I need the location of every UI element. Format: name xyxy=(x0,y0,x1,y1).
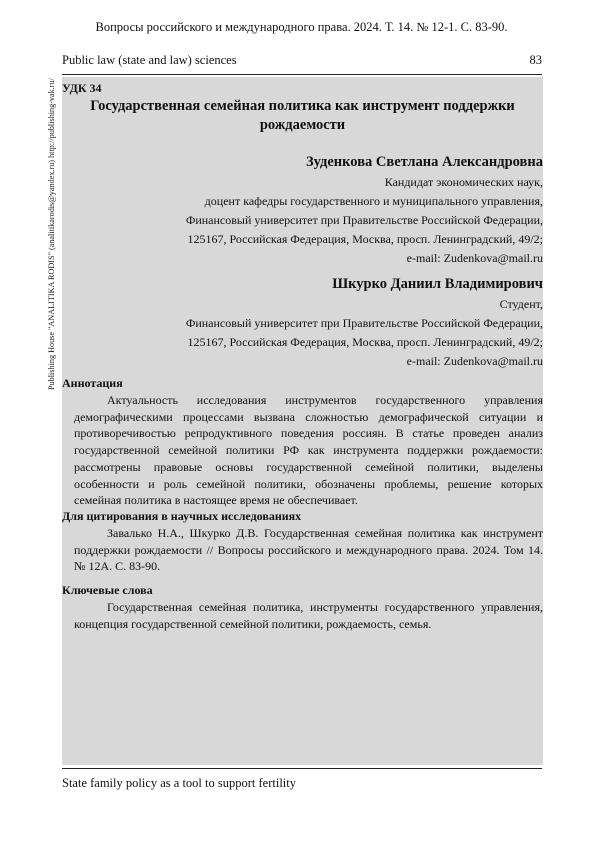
keywords-text: Государственная семейная политика, инструменты государственного управления, концепция государственной семейной политики, рождаемость, семья. xyxy=(74,600,543,631)
article-content-box xyxy=(62,77,543,765)
author-affiliation-line: доцент кафедры государственного и муниципального управления, xyxy=(204,194,543,208)
abstract-heading: Аннотация xyxy=(62,376,123,390)
top-rule xyxy=(62,74,542,75)
author-email[interactable]: e-mail: Zudenkova@mail.ru xyxy=(406,251,543,265)
keywords-section xyxy=(62,583,543,632)
abstract-text: Актуальность исследования инструментов государственного управления демографическими процессами вызвана сложностью демографической ситуации и противоречивостью репродуктивного поведения россиян. В статье проведен анализ государственной семейной политики РФ как инструмента поддержки рождаемости: рассмотрены правовые основы государственной семейной политики, выделены особенности и роль семейной политики, обозначены проблемы, решение которых семейная политика в настоящее время не обеспечивает. xyxy=(74,393,543,508)
citation-heading: Для цитирования в научных исследованиях xyxy=(62,509,302,523)
author-name: Шкурко Даниил Владимирович xyxy=(332,276,543,292)
running-head xyxy=(62,53,542,68)
article-title: Государственная семейная политика как инструмент поддержки рождаемости xyxy=(90,98,515,133)
author-affiliation-line: Финансовый университет при Правительстве Российской Федерации, xyxy=(185,316,543,330)
udk-code: УДК 34 xyxy=(62,81,102,95)
author-affiliation-line: Финансовый университет при Правительстве Российской Федерации, xyxy=(185,213,543,227)
page-number: 83 xyxy=(529,53,542,67)
citation-section xyxy=(62,509,543,575)
author-affiliation-line: Кандидат экономических наук, xyxy=(384,175,543,189)
author-affiliation-line: 125167, Российская Федерация, Москва, просп. Ленинградский, 49/2; xyxy=(187,232,543,246)
author-name: Зуденкова Светлана Александровна xyxy=(306,154,543,170)
author-block-2 xyxy=(83,273,543,371)
author-affiliation-line: 125167, Российская Федерация, Москва, просп. Ленинградский, 49/2; xyxy=(187,335,543,349)
citation-text: Завалько Н.А., Шкурко Д.В. Государственная семейная политика как инструмент поддержки рождаемости // Вопросы российского и международного права. 2024. Том 14. № 12А. С. 83-90. xyxy=(74,526,543,574)
english-title-footer: State family policy as a tool to support fertility xyxy=(62,776,296,790)
abstract-section xyxy=(62,376,543,509)
running-head-section: Public law (state and law) sciences xyxy=(62,53,237,67)
journal-header: Вопросы российского и международного права. 2024. Т. 14. № 12-1. С. 83-90. xyxy=(95,20,508,34)
author-email[interactable]: e-mail: Zudenkova@mail.ru xyxy=(406,354,543,368)
author-block-1 xyxy=(83,151,543,268)
keywords-heading: Ключевые слова xyxy=(62,583,153,597)
bottom-rule xyxy=(62,768,542,769)
author-affiliation-line: Студент, xyxy=(499,297,543,311)
publisher-side-text: Publishing House "ANALITIKA RODIS" (analitikarodis@yandex.ru) http://publishing-vak.ru/ xyxy=(47,78,56,390)
